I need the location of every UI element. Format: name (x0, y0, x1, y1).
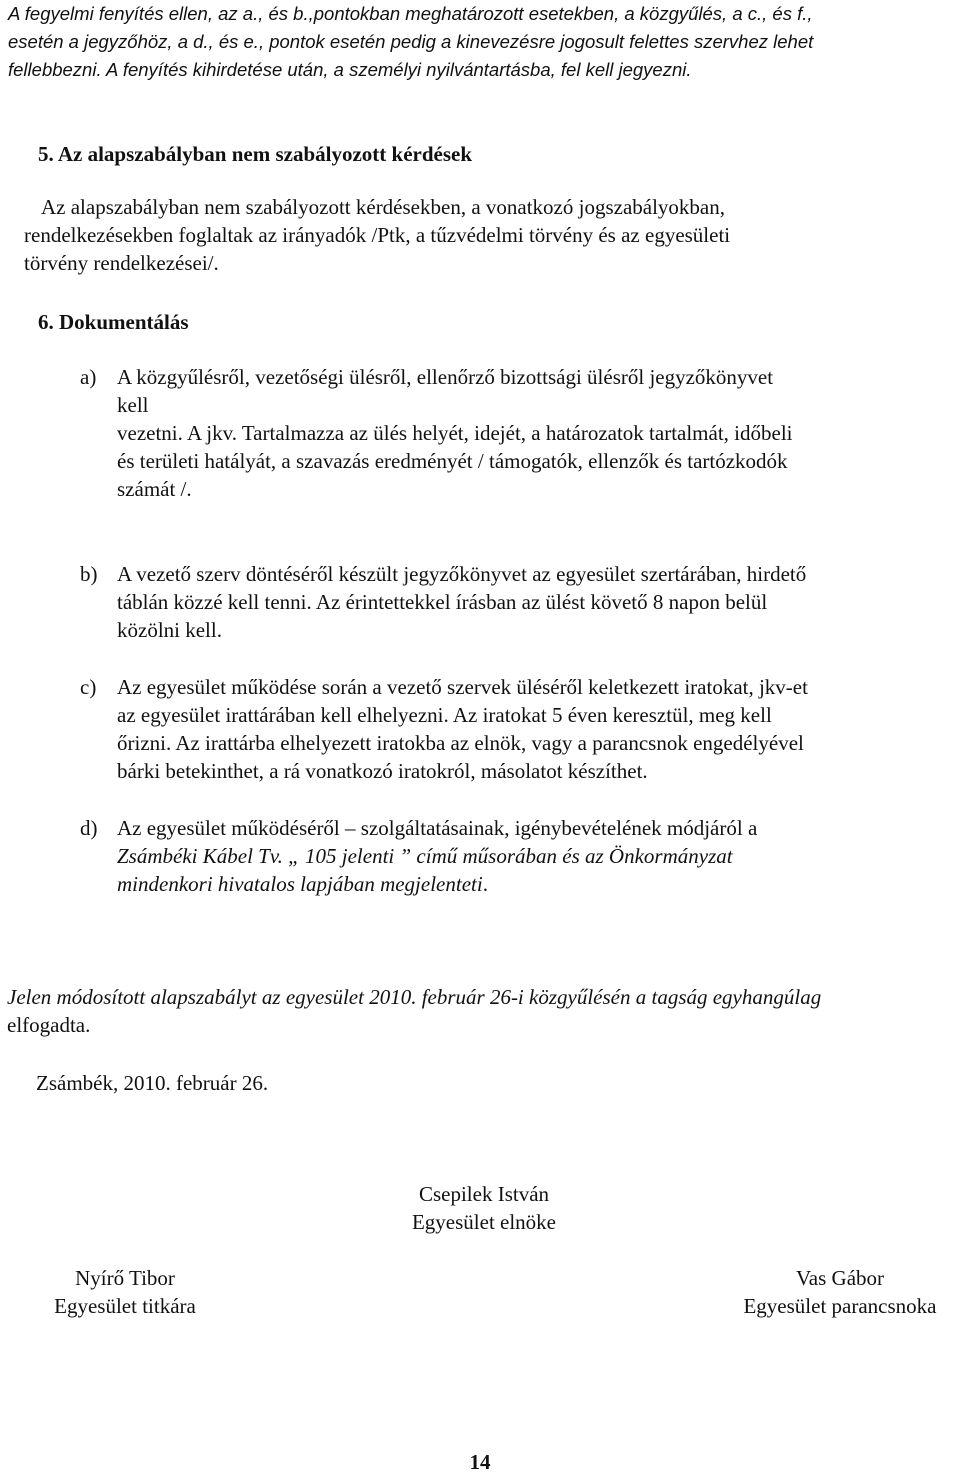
list-item-line: őrizni. Az irattárba elhelyezett iratokba az elnök, vagy a parancsnok engedélyével (117, 731, 804, 755)
list-item-line: és területi hatályát, a szavazás eredményét / támogatók, ellenzők és tartózkodók (117, 449, 788, 473)
list-item-text: mindenkori hivatalos lapjában megjelenteti (117, 872, 483, 896)
list-item-line: bárki betekinthet, a rá vonatkozó iratokról, másolatot készíthet. (117, 759, 648, 783)
intro-line: fellebbezni. A fenyítés kihirdetése után, a személyi nyilvántartásba, fel kell jegyezni. (8, 59, 692, 80)
list-marker: c) (80, 675, 97, 699)
signatory-name: Vas Gábor (795, 1266, 885, 1290)
list-item-line: Az egyesület működése során a vezető szervek üléséről keletkezett iratokat, jkv-et (117, 675, 808, 699)
signatory-title: Egyesület elnöke (411, 1210, 557, 1234)
section-5-line: törvény rendelkezései/. (24, 251, 219, 275)
approval-line: Jelen módosított alapszabályt az egyesület 2010. február 26-i közgyűlésén a tagság egyhangúlag (7, 985, 822, 1009)
list-item-line (117, 870, 957, 898)
intro-line: A fegyelmi fenyítés ellen, az a., és b.,pontokban meghatározott esetekben, a közgyűlés, a c., és f., (8, 3, 813, 24)
signatory-name: Nyírő Tibor (75, 1266, 175, 1290)
list-item-line: Zsámbéki Kábel Tv. „ 105 jelenti ” című műsorában és az Önkormányzat (117, 844, 733, 868)
list-item-line: táblán közzé kell tenni. Az érintettekkel írásban az ülést követő 8 napon belül (117, 590, 768, 614)
place-date: Zsámbék, 2010. február 26. (36, 1071, 269, 1095)
list-item-line: kell (117, 393, 149, 417)
intro-line: esetén a jegyzőhöz, a d., és e., pontok esetén pedig a kinevezésre jogosult felettes szervhez lehet (8, 31, 814, 52)
signature-president (384, 1180, 584, 1236)
list-item-line: A közgyűlésről, vezetőségi ülésről, ellenőrző bizottsági ülésről jegyzőkönyvet (117, 365, 774, 389)
section-6-heading: 6. Dokumentálás (38, 310, 189, 334)
section-5-line: Az alapszabályban nem szabályozott kérdésekben, a vonatkozó jogszabályokban, (41, 195, 725, 219)
approval-statement (7, 983, 821, 1039)
intro-paragraph (8, 0, 813, 84)
signatory-title: Egyesület parancsnoka (743, 1294, 937, 1318)
signatory-name: Csepilek István (418, 1182, 550, 1206)
list-item-line: az egyesület irattárában kell elhelyezni. Az iratokat 5 éven keresztül, meg kell (117, 703, 772, 727)
list-marker: a) (80, 365, 97, 389)
list-item-line: A vezető szerv döntéséről készült jegyzőkönyvet az egyesület szertárában, hirdető (117, 562, 807, 586)
list-marker: d) (80, 816, 98, 840)
list-item-line: vezetni. A jkv. Tartalmazza az ülés helyét, idejét, a határozatok tartalmát, időbeli (117, 421, 793, 445)
approval-line: elfogadta. (7, 1013, 91, 1037)
list-item-line: közölni kell. (117, 618, 222, 642)
signatory-title: Egyesület titkára (54, 1294, 196, 1318)
section-5-line: rendelkezésekben foglaltak az irányadók /Ptk, a tűzvédelmi törvény és az egyesületi (24, 223, 731, 247)
section-5-heading: 5. Az alapszabályban nem szabályozott kérdések (38, 142, 473, 166)
signature-commander (720, 1264, 960, 1320)
section-5-body (24, 193, 730, 277)
list-item-text: . (482, 872, 488, 896)
signature-secretary (25, 1264, 225, 1320)
list-item-line: Az egyesület működéséről – szolgáltatásainak, igénybevételének módjáról a (117, 816, 758, 840)
list-item-line: számát /. (117, 477, 192, 501)
page-number: 14 (469, 1450, 491, 1474)
list-marker: b) (80, 562, 98, 586)
